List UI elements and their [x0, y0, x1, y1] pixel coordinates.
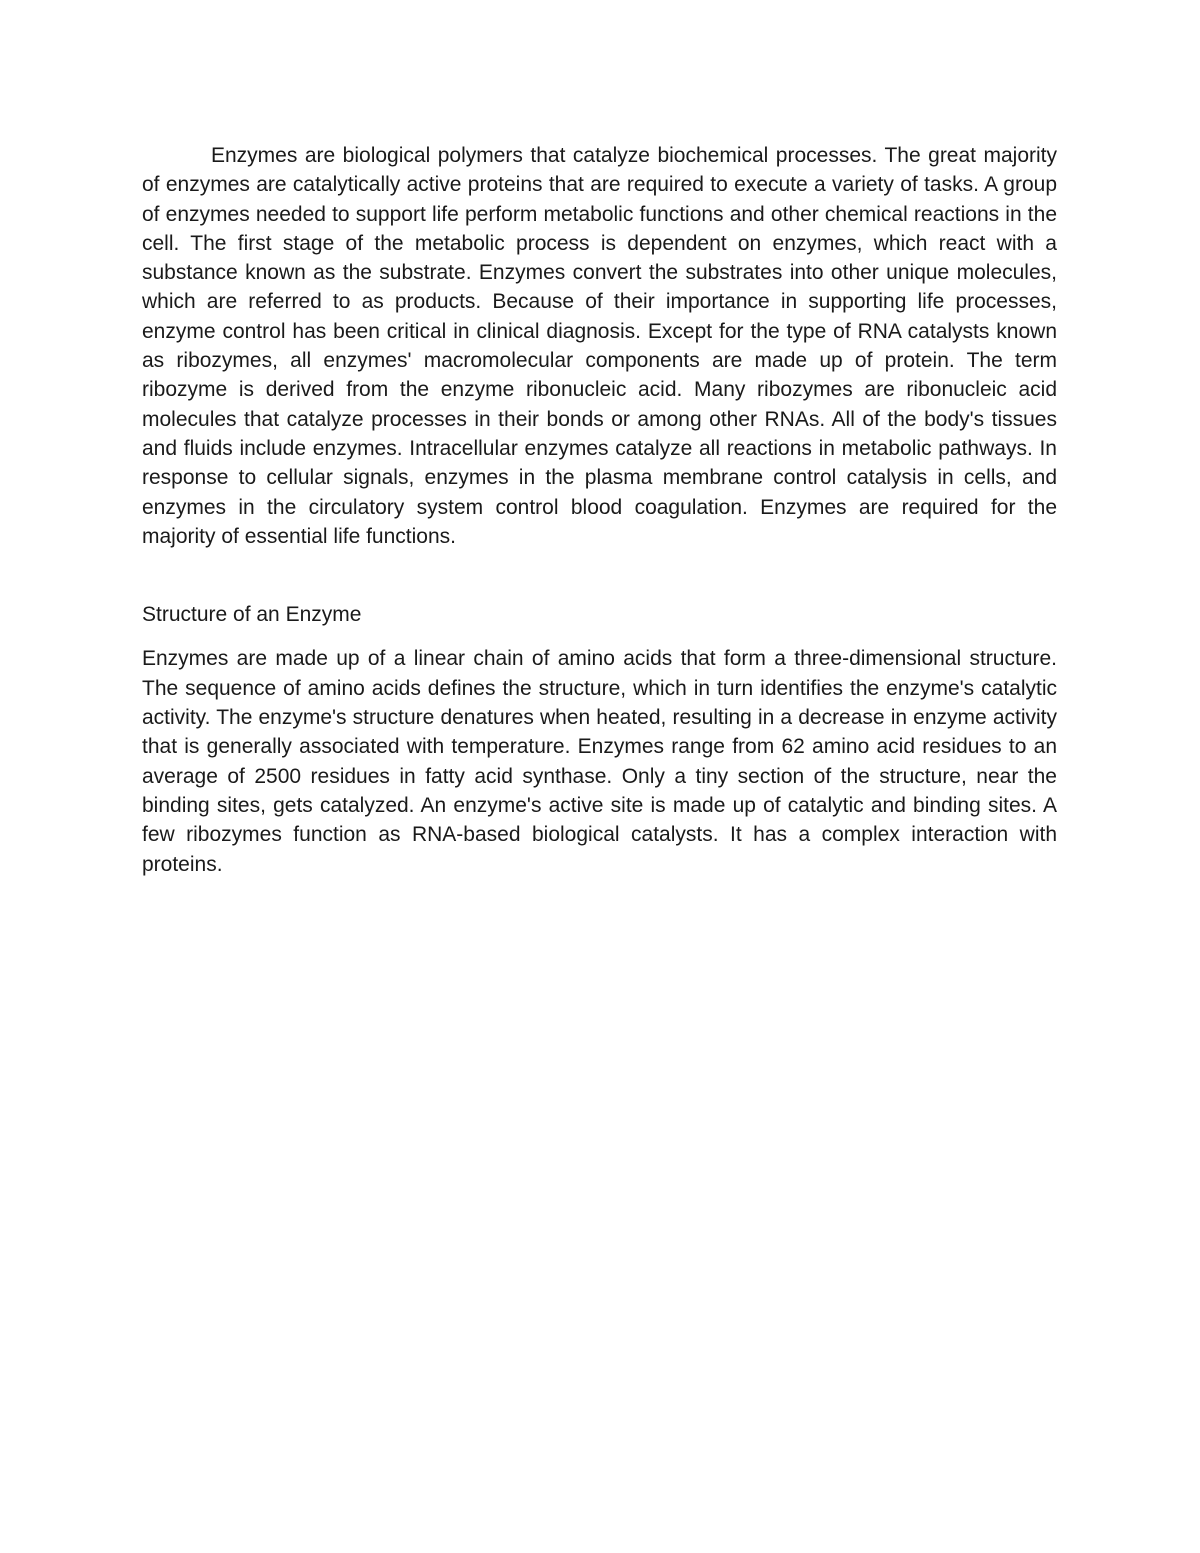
section-paragraph: Enzymes are made up of a linear chain of amino acids that form a three-dimensional structure. The sequence of amino acids defines the structure, which in turn identifies the enzyme's catalytic activity. The enzyme's structure denatures when heated, resulting in a decrease in enzyme activity that is generally associated with temperature. Enzymes range from 62 amino acid residues to an average of 2500 residues in fatty acid synthase. Only a tiny section of the structure, near the binding sites, gets catalyzed. An enzyme's active site is made up of catalytic and binding sites. A few ribozymes function as RNA-based biological catalysts. It has a complex interaction with proteins.: [142, 647, 1057, 876]
intro-paragraph: Enzymes are biological polymers that catalyze biochemical processes. The great majority of enzymes are catalytically active proteins that are required to execute a variety of tasks. A group of enzymes needed to support life perform metabolic functions and other chemical reactions in the cell. The first stage of the metabolic process is dependent on enzymes, which react with a substance known as the substrate. Enzymes convert the substrates into other unique molecules, which are referred to as products. Because of their importance in supporting life processes, enzyme control has been critical in clinical diagnosis. Except for the type of RNA catalysts known as ribozymes, all enzymes' macromolecular components are made up of protein. The term ribozyme is derived from the enzyme ribonucleic acid. Many ribozymes are ribonucleic acid molecules that catalyze processes in their bonds or among other RNAs. All of the body's tissues and fluids include enzymes. Intracellular enzymes catalyze all reactions in metabolic pathways. In response to cellular signals, enzymes in the plasma membrane control catalysis in cells, and enzymes in the circulatory system control blood coagulation. Enzymes are required for the majority of essential life functions.: [142, 144, 1057, 548]
section-heading: Structure of an Enzyme: [142, 603, 362, 627]
document-body: [142, 141, 1057, 879]
